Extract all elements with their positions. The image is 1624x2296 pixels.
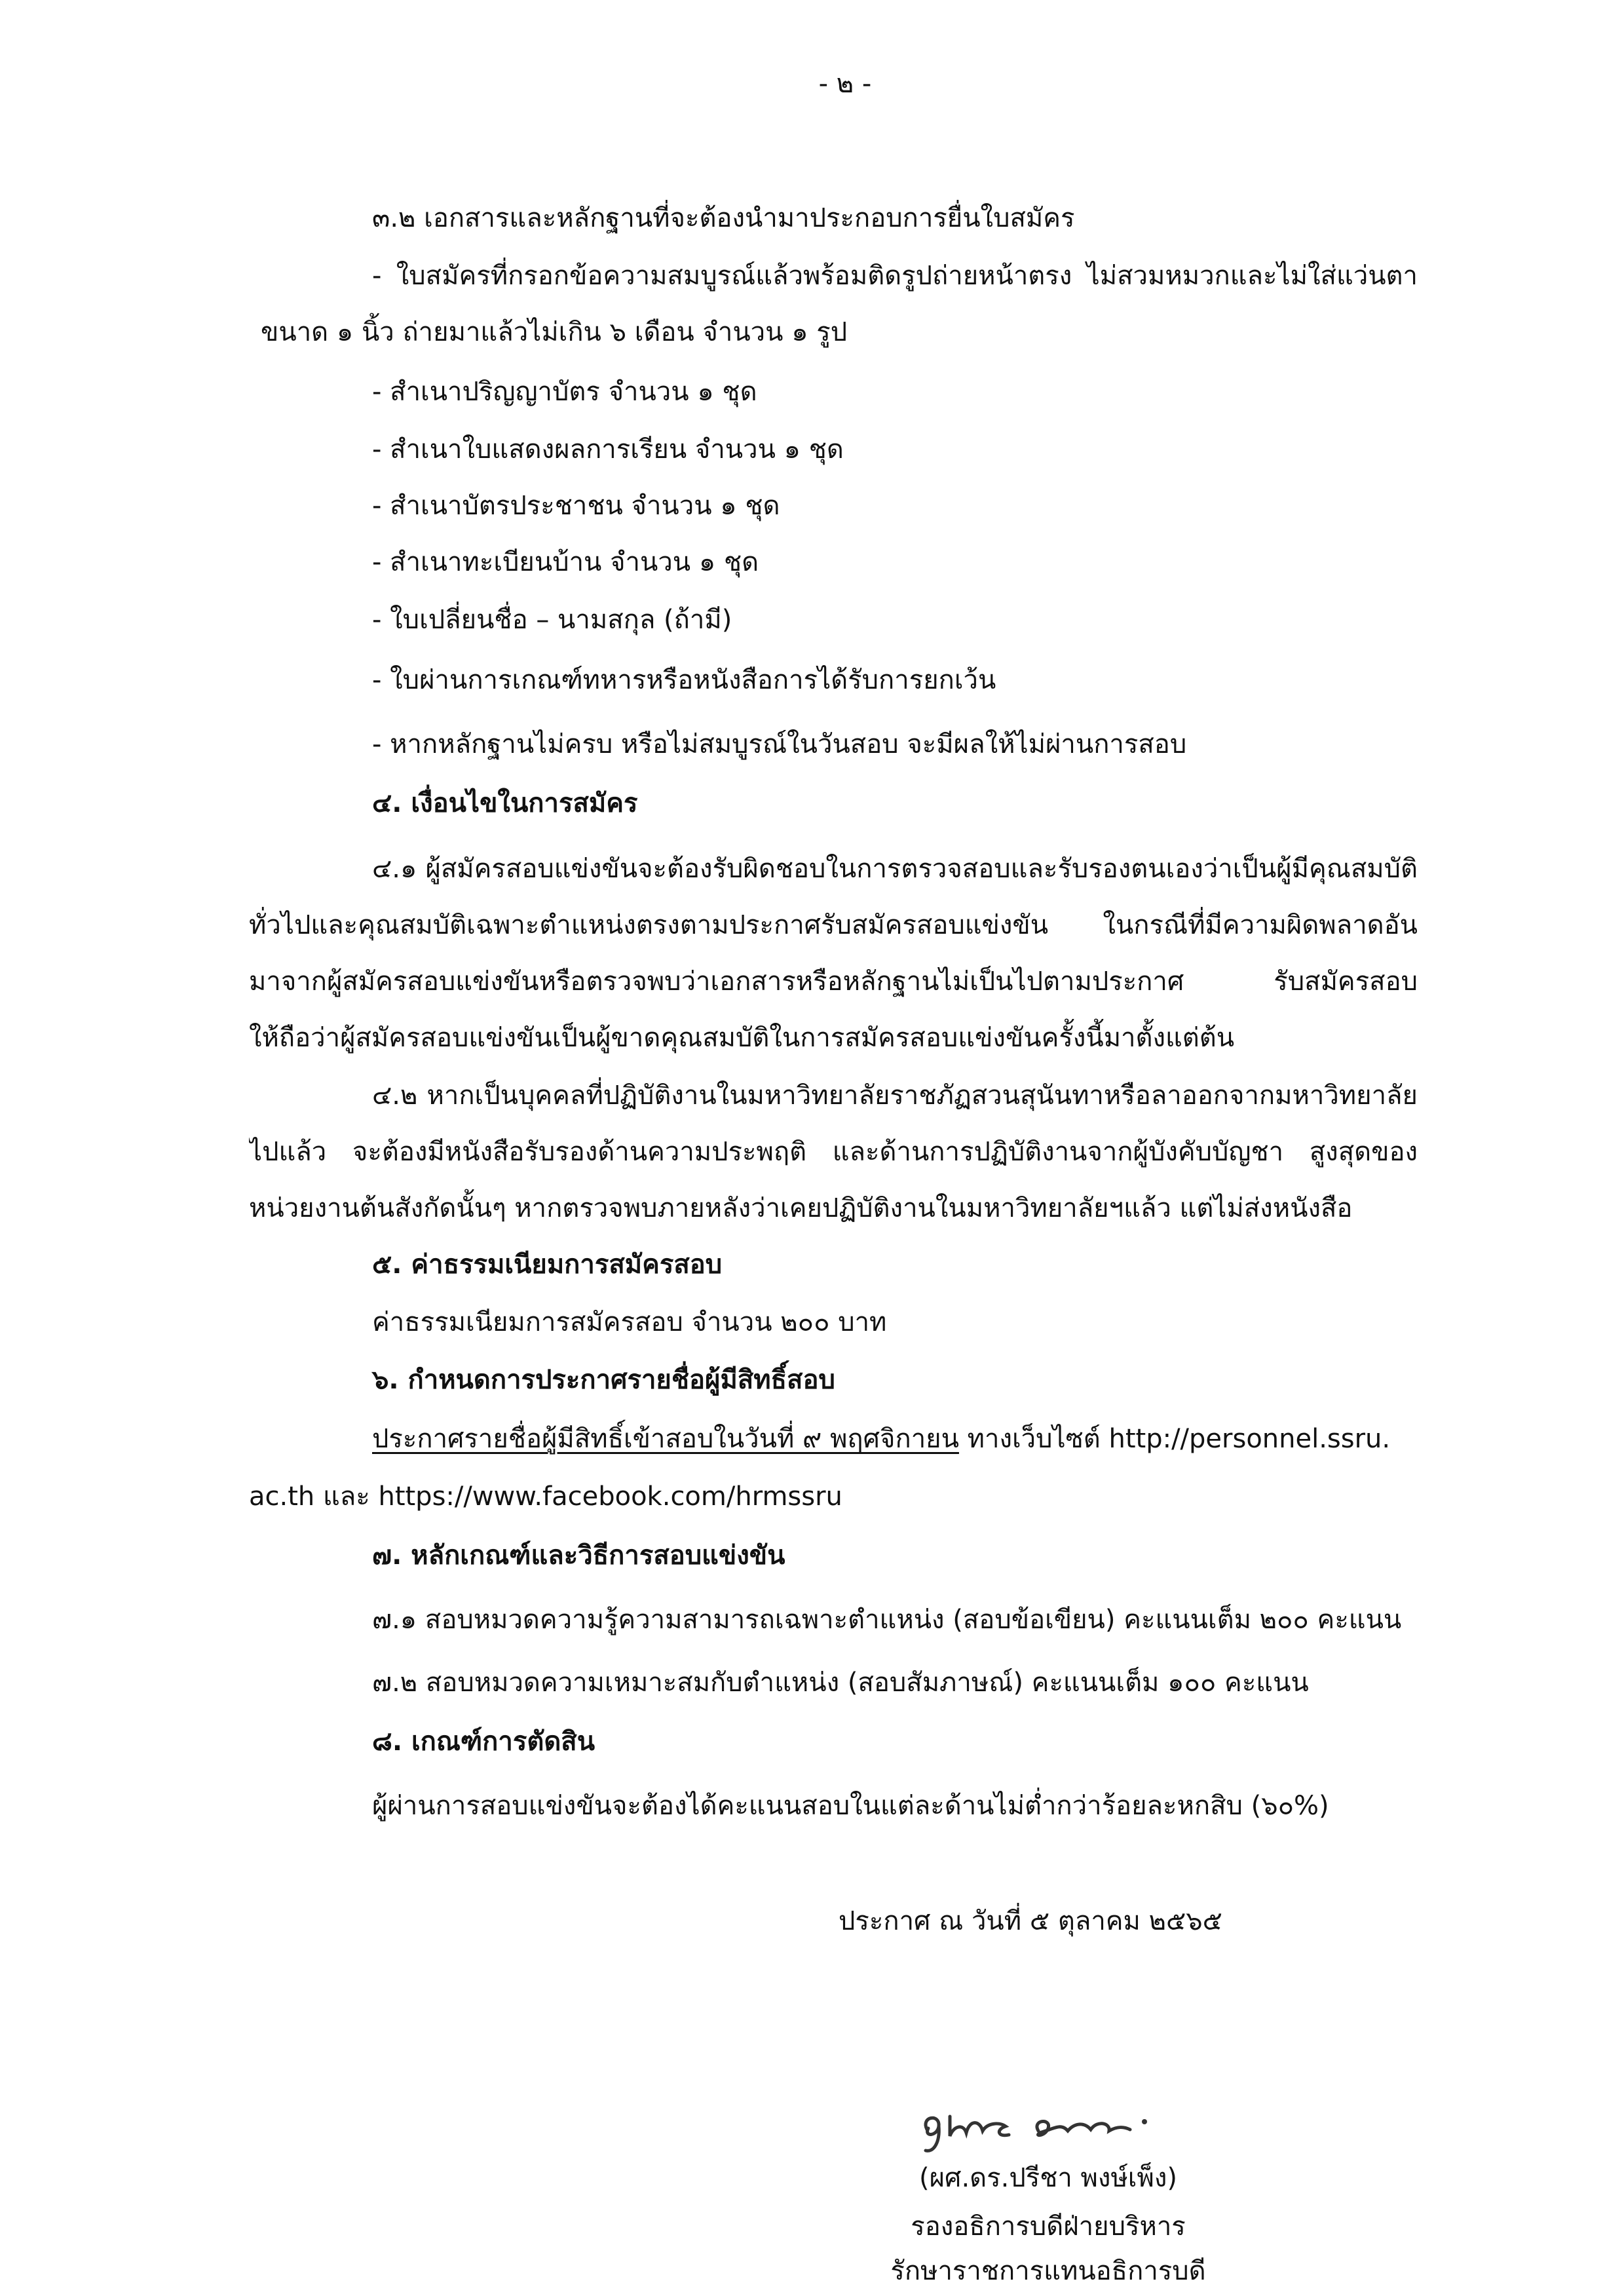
section-4-heading: ๔. เงื่อนไขในการสมัคร	[372, 788, 638, 818]
document-list-item: - หากหลักฐานไม่ครบ หรือไม่สมบูรณ์ในวันสอบ จะมีผลให้ไม่ผ่านการสอบ	[372, 729, 1187, 759]
fee-text: ค่าธรรมเนียมการสมัครสอบ จำนวน ๒๐๐ บาท	[372, 1307, 887, 1337]
exam-criteria-item: ๗.๒ สอบหมวดความเหมาะสมกับตำแหน่ง (สอบสัมภาษณ์) คะแนนเต็ม ๑๐๐ คะแนน	[372, 1668, 1309, 1698]
document-list-item: ขนาด ๑ นิ้ว ถ่ายมาแล้วไม่เกิน ๖ เดือน จำนวน ๑ รูป	[261, 317, 848, 347]
section-7-heading: ๗. หลักเกณฑ์และวิธีการสอบแข่งขัน	[372, 1540, 785, 1571]
document-list-item: - ใบสมัครที่กรอกข้อความสมบูรณ์แล้วพร้อมติดรูปถ่ายหน้าตรง ไม่สวมหมวกและไม่ใส่แว่นตา	[372, 261, 1418, 291]
section-8-heading: ๘. เกณฑ์การตัดสิน	[372, 1727, 595, 1757]
paragraph-line: ไปแล้ว จะต้องมีหนังสือรับรองด้านความประพฤติ และด้านการปฏิบัติงานจากผู้บังคับบัญชา สูงสุดของ	[249, 1137, 1418, 1167]
signature-image	[914, 2090, 1163, 2156]
document-list-item: - ใบผ่านการเกณฑ์ทหารหรือหนังสือการได้รับการยกเว้น	[372, 665, 996, 695]
page-number: - ๒ -	[818, 69, 872, 99]
section-5-heading: ๕. ค่าธรรมเนียมการสมัครสอบ	[372, 1250, 723, 1280]
announcement-schedule-line	[372, 1421, 1390, 1457]
paragraph-line: มาจากผู้สมัครสอบแข่งขันหรือตรวจพบว่าเอกสารหรือหลักฐานไม่เป็นไปตามประกาศ รับสมัครสอบ	[249, 966, 1418, 997]
document-list-item: - สำเนาบัตรประชาชน จำนวน ๑ ชุด	[372, 491, 780, 521]
announcement-schedule-website: ทางเว็บไซต์ http://personnel.ssru.	[958, 1424, 1391, 1454]
judging-criteria-text: ผู้ผ่านการสอบแข่งขันจะต้องได้คะแนนสอบในแต่ละด้านไม่ต่ำกว่าร้อยละหกสิบ (๖๐%)	[372, 1791, 1329, 1821]
exam-criteria-item: ๗.๑ สอบหมวดความรู้ความสามารถเฉพาะตำแหน่ง (สอบข้อเขียน) คะแนนเต็ม ๒๐๐ คะแนน	[372, 1605, 1402, 1635]
signatory-position: รองอธิการบดีฝ่ายบริหาร	[911, 2211, 1186, 2242]
signatory-acting-position: รักษาราชการแทนอธิการบดี	[890, 2256, 1206, 2286]
paragraph-line: ๔.๑ ผู้สมัครสอบแข่งขันจะต้องรับผิดชอบในการตรวจสอบและรับรองตนเองว่าเป็นผู้มีคุณสมบัติ	[372, 854, 1418, 884]
document-list-item: - ใบเปลี่ยนชื่อ – นามสกุล (ถ้ามี)	[372, 605, 732, 635]
announcement-schedule-underlined: ประกาศรายชื่อผู้มีสิทธิ์เข้าสอบในวันที่ ๙ พฤศจิกายน	[372, 1424, 959, 1454]
document-list-item: - สำเนาทะเบียนบ้าน จำนวน ๑ ชุด	[372, 547, 759, 577]
section-3-2-heading: ๓.๒ เอกสารและหลักฐานที่จะต้องนำมาประกอบการยื่นใบสมัคร	[372, 203, 1075, 233]
paragraph-line: ทั่วไปและคุณสมบัติเฉพาะตำแหน่งตรงตามประกาศรับสมัครสอบแข่งขัน ในกรณีที่มีความผิดพลาดอัน	[249, 910, 1418, 940]
paragraph-line: ให้ถือว่าผู้สมัครสอบแข่งขันเป็นผู้ขาดคุณสมบัติในการสมัครสอบแข่งขันครั้งนี้มาตั้งแต่ต้น	[249, 1023, 1235, 1053]
paragraph-line: ๔.๒ หากเป็นบุคคลที่ปฏิบัติงานในมหาวิทยาลัยราชภัฏสวนสุนันทาหรือลาออกจากมหาวิทยาลัย	[372, 1081, 1418, 1111]
announcement-date: ประกาศ ณ วันที่ ๕ ตุลาคม ๒๕๖๕	[839, 1906, 1222, 1936]
section-6-heading: ๖. กำหนดการประกาศรายชื่อผู้มีสิทธิ์สอบ	[372, 1365, 835, 1395]
signatory-name: (ผศ.ดร.ปรีชา พงษ์เพ็ง)	[919, 2163, 1177, 2193]
announcement-schedule-urls: ac.th และ https://www.facebook.com/hrmssru	[249, 1482, 842, 1512]
paragraph-line: หน่วยงานต้นสังกัดนั้นๆ หากตรวจพบภายหลังว่าเคยปฏิบัติงานในมหาวิทยาลัยฯแล้ว แต่ไม่ส่งหนังสือ	[249, 1193, 1353, 1223]
document-list-item: - สำเนาใบแสดงผลการเรียน จำนวน ๑ ชุด	[372, 434, 844, 465]
document-list-item: - สำเนาปริญญาบัตร จำนวน ๑ ชุด	[372, 377, 757, 407]
